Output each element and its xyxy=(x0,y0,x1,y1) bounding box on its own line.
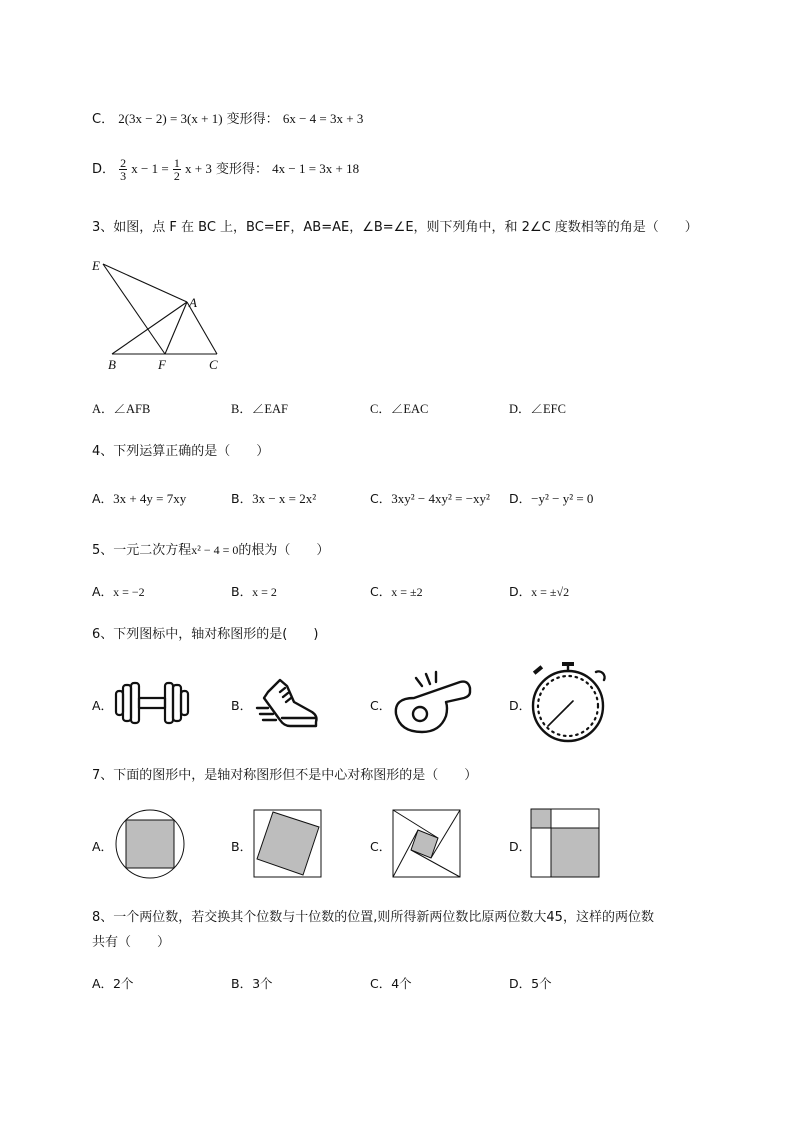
q4-option-d-expr: −y² − y² = 0 xyxy=(531,491,594,506)
circle-with-square-figure xyxy=(114,808,186,880)
whistle-icon xyxy=(390,668,474,738)
q4-option-a-expr: 3x + 4y = 7xy xyxy=(113,491,187,506)
q2-option-c xyxy=(92,108,363,127)
q5-option-d: D．x = ±√2 xyxy=(509,584,570,599)
point-b-label: B xyxy=(108,357,116,372)
q5-option-b: B．x = 2 xyxy=(231,584,277,599)
point-e-label: E xyxy=(92,258,100,273)
q2-option-d-text: 变形得： xyxy=(215,162,268,177)
q2-option-d-tail: x + 3 xyxy=(185,161,212,176)
point-c-label: C xyxy=(209,357,218,372)
q7-stem: 7、下面的图形中，是轴对称图形但不是中心对称图形的是（ ） xyxy=(92,768,478,783)
q6-stem: 6、下列图标中，轴对称图形的是( ) xyxy=(92,627,319,642)
q6-option-d-label: D． xyxy=(509,698,532,713)
q8-option-c: C．4个 xyxy=(370,976,412,991)
q6-option-b-label: B． xyxy=(231,698,253,713)
q8-option-b: B．3个 xyxy=(231,976,273,991)
q2-option-d-label: D． xyxy=(92,162,116,177)
q7-option-c-label: C． xyxy=(370,839,392,854)
q3-option-b: B．∠EAF xyxy=(231,402,288,416)
q4-option-b-expr: 3x − x = 2x² xyxy=(252,491,317,506)
q4-option-a: A．3x + 4y = 7xy xyxy=(92,491,187,506)
fraction-one-half: $\frac{1}{2}$ xyxy=(173,156,180,183)
square-with-tilted-square-figure xyxy=(253,809,323,879)
q5-option-a: A．x = −2 xyxy=(92,584,145,599)
q3-option-d: D．∠EFC xyxy=(509,402,566,416)
q2-option-d-result: 4x − 1 = 3x + 18 xyxy=(272,161,360,176)
q5-equation: x² − 4 = 0 xyxy=(191,543,239,557)
q2-option-c-text: 变形得： xyxy=(226,112,279,127)
q7-option-d-label: D． xyxy=(509,839,532,854)
q3-option-a: A．∠AFB xyxy=(92,402,151,416)
q3-triangle-figure xyxy=(88,252,238,376)
q4-option-d: D．−y² − y² = 0 xyxy=(509,491,594,506)
point-a-label: A xyxy=(189,295,197,310)
q3-stem: 3、如图，点 F 在 BC 上，BC=EF，AB=AE，∠B=∠E，则下列角中，和 2∠C 度数相等的角是（ ） xyxy=(92,220,698,235)
stopwatch-icon xyxy=(526,658,614,746)
q8-option-d: D．5个 xyxy=(509,976,552,991)
q2-option-c-expr: 2(3x − 2) = 3(x + 1) xyxy=(118,111,223,126)
q6-option-c-label: C． xyxy=(370,698,392,713)
fraction-two-thirds: $\frac{2}{3}$ xyxy=(120,156,127,183)
grid-rectangle-figure xyxy=(530,808,602,880)
q2-option-c-result: 6x − 4 = 3x + 3 xyxy=(282,111,364,126)
q8-stem-line2: 共有（ ） xyxy=(92,935,171,950)
q2-option-d xyxy=(92,157,359,182)
q5-option-c: C．x = ±2 xyxy=(370,584,423,599)
q8-option-a: A．2个 xyxy=(92,976,134,991)
q5-stem: 5、一元二次方程x² − 4 = 0的根为（ ） xyxy=(92,543,330,558)
q4-stem: 4、下列运算正确的是（ ） xyxy=(92,444,270,459)
q4-option-c: C．3xy² − 4xy² = −xy² xyxy=(370,491,490,506)
q4-option-b: B．3x − x = 2x² xyxy=(231,491,317,506)
q7-option-b-label: B． xyxy=(231,839,253,854)
q6-option-a-label: A． xyxy=(92,698,114,713)
dumbbell-icon xyxy=(113,680,191,726)
q4-option-c-expr: 3xy² − 4xy² = −xy² xyxy=(391,491,490,506)
running-shoe-icon xyxy=(254,672,322,734)
point-f-label: F xyxy=(158,357,166,372)
q3-option-c: C．∠EAC xyxy=(370,402,429,416)
q2-option-d-mid: x − 1 = xyxy=(131,161,169,176)
pinwheel-square-figure xyxy=(392,809,462,879)
q7-option-a-label: A． xyxy=(92,839,114,854)
q8-stem-line1: 8、一个两位数，若交换其个位数与十位数的位置,则所得新两位数比原两位数大45，这样的两位数 xyxy=(92,910,654,925)
q2-option-c-label: C． xyxy=(92,112,115,127)
